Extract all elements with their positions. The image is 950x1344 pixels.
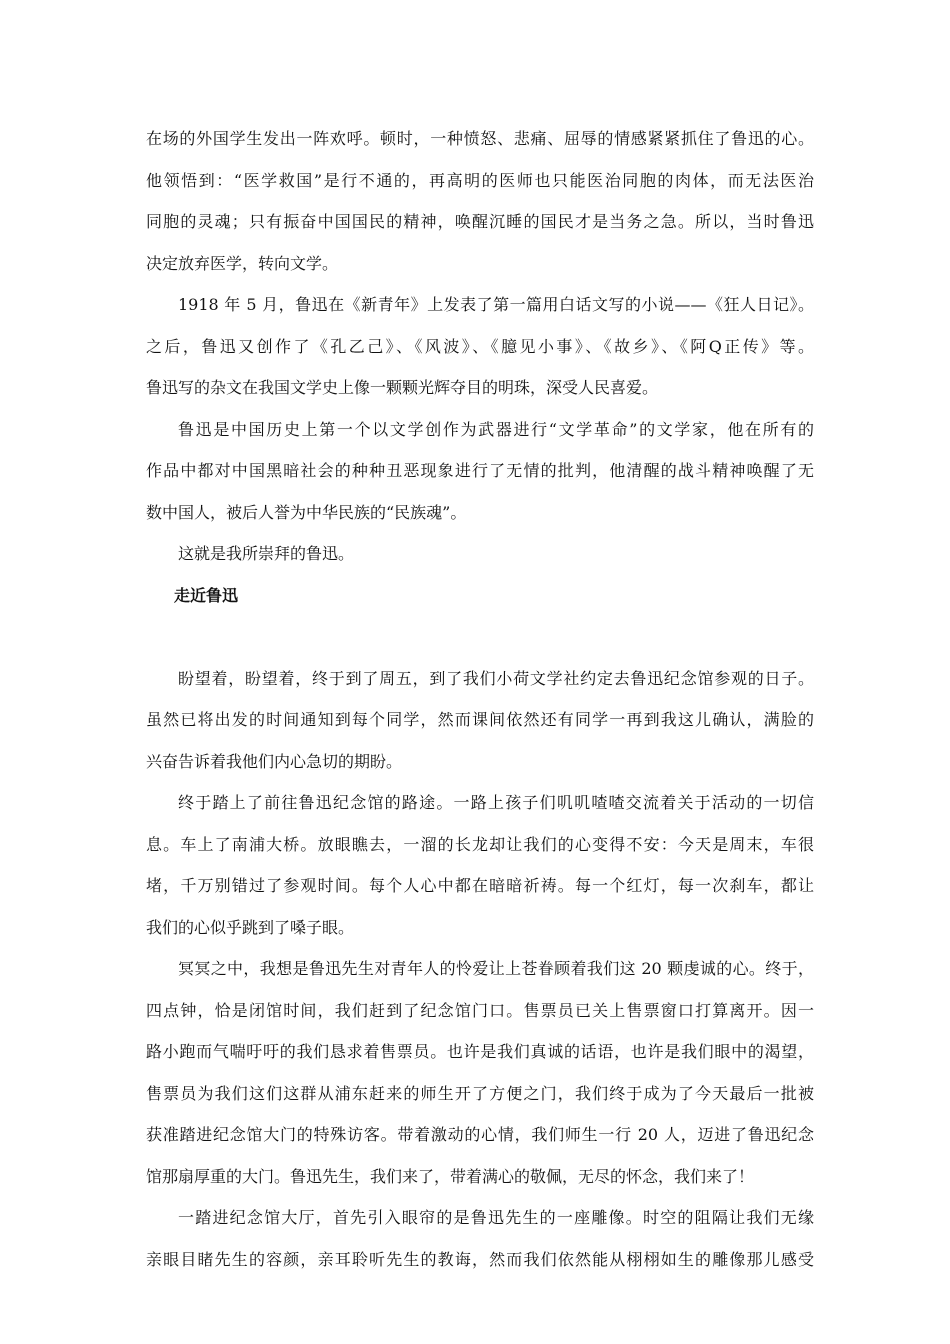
text-line: 同胞的灵魂；只有振奋中国国民的精神，唤醒沉睡的国民才是当务之急。所以，当时鲁迅 bbox=[146, 212, 814, 231]
text-line: 决定放弃医学，转向文学。 bbox=[146, 253, 339, 273]
section-heading: 走近鲁迅 bbox=[174, 585, 239, 605]
spacer bbox=[146, 616, 814, 658]
text-line: 鲁迅是中国历史上第一个以文学创作为武器进行“文学革命”的文学家，他在所有的 bbox=[178, 419, 814, 439]
text-line: 虽然已将出发的时间通知到每个同学，然而课间依然还有同学一再到我这儿确认，满脸的 bbox=[146, 710, 814, 729]
text-line: 盼望着，盼望着，终于到了周五，到了我们小荷文学社约定去鲁迅纪念馆参观的日子。 bbox=[178, 668, 814, 688]
text-line: 鲁迅写的杂文在我国文学史上像一颗颗光辉夺目的明珠，深受人民喜爱。 bbox=[146, 378, 659, 397]
text-line: 路小跑而气喘吁吁的我们恳求着售票员。也许是我们真诚的话语，也许是我们眼中的渴望， bbox=[146, 1042, 814, 1061]
text-line: 息。车上了南浦大桥。放眼瞧去，一溜的长龙却让我们的心变得不安：今天是周末，车很 bbox=[146, 834, 814, 854]
text-line: 馆那扇厚重的大门。鲁迅先生，我们来了，带着满心的敬佩，无尽的怀念，我们来了！ bbox=[146, 1166, 755, 1186]
text-line: 1918 年 5 月，鲁迅在《新青年》上发表了第一篇用白话文写的小说——《狂人日记》。 bbox=[178, 295, 814, 314]
text-line: 在场的外国学生发出一阵欢呼。顿时，一种愤怒、悲痛、屈辱的情感紧紧抓住了鲁迅的心。 bbox=[146, 129, 814, 148]
text-line: 他领悟到：“医学救国”是行不通的，再高明的医师也只能医治同胞的肉体，而无法医治 bbox=[146, 170, 814, 190]
text-line: 亲眼目睹先生的容颜，亲耳聆听先生的教诲，然而我们依然能从栩栩如生的雕像那儿感受 bbox=[146, 1249, 814, 1269]
text-line: 一踏进纪念馆大厅，首先引入眼帘的是鲁迅先生的一座雕像。时空的阻隔让我们无缘 bbox=[178, 1208, 814, 1227]
text-line: 售票员为我们这们这群从浦东赶来的师生开了方便之门，我们终于成为了今天最后一批被 bbox=[146, 1083, 814, 1103]
text-line: 数中国人，被后人誉为中华民族的“民族魂”。 bbox=[146, 502, 467, 522]
text-line: 获准踏进纪念馆大门的特殊访客。带着激动的心情，我们师生一行 20 人，迈进了鲁迅纪念 bbox=[146, 1125, 814, 1144]
text-line: 终于踏上了前往鲁迅纪念馆的路途。一路上孩子们叽叽喳喳交流着关于活动的一切信 bbox=[178, 793, 814, 812]
text-line: 冥冥之中，我想是鲁迅先生对青年人的怜爱让上苍眷顾着我们这 20 颗虔诚的心。终于， bbox=[178, 959, 814, 978]
text-line: 四点钟，恰是闭馆时间，我们赶到了纪念馆门口。售票员已关上售票窗口打算离开。因一 bbox=[146, 1000, 814, 1020]
document-body bbox=[146, 118, 814, 1280]
text-line: 兴奋告诉着我他们内心急切的期盼。 bbox=[146, 751, 403, 771]
text-line: 作品中都对中国黑暗社会的种种丑恶现象进行了无情的批判，他清醒的战斗精神唤醒了无 bbox=[146, 461, 814, 480]
text-line: 我们的心似乎跳到了嗓子眼。 bbox=[146, 917, 355, 937]
text-line: 这就是我所崇拜的鲁迅。 bbox=[178, 544, 355, 563]
text-line: 堵，千万别错过了参观时间。每个人心中都在暗暗祈祷。每一个红灯，每一次刹车，都让 bbox=[146, 876, 814, 895]
text-line: 之后，鲁迅又创作了《孔乙己》、《风波》、《臆见小事》、《故乡》、《阿Q正传》等。 bbox=[146, 336, 814, 356]
